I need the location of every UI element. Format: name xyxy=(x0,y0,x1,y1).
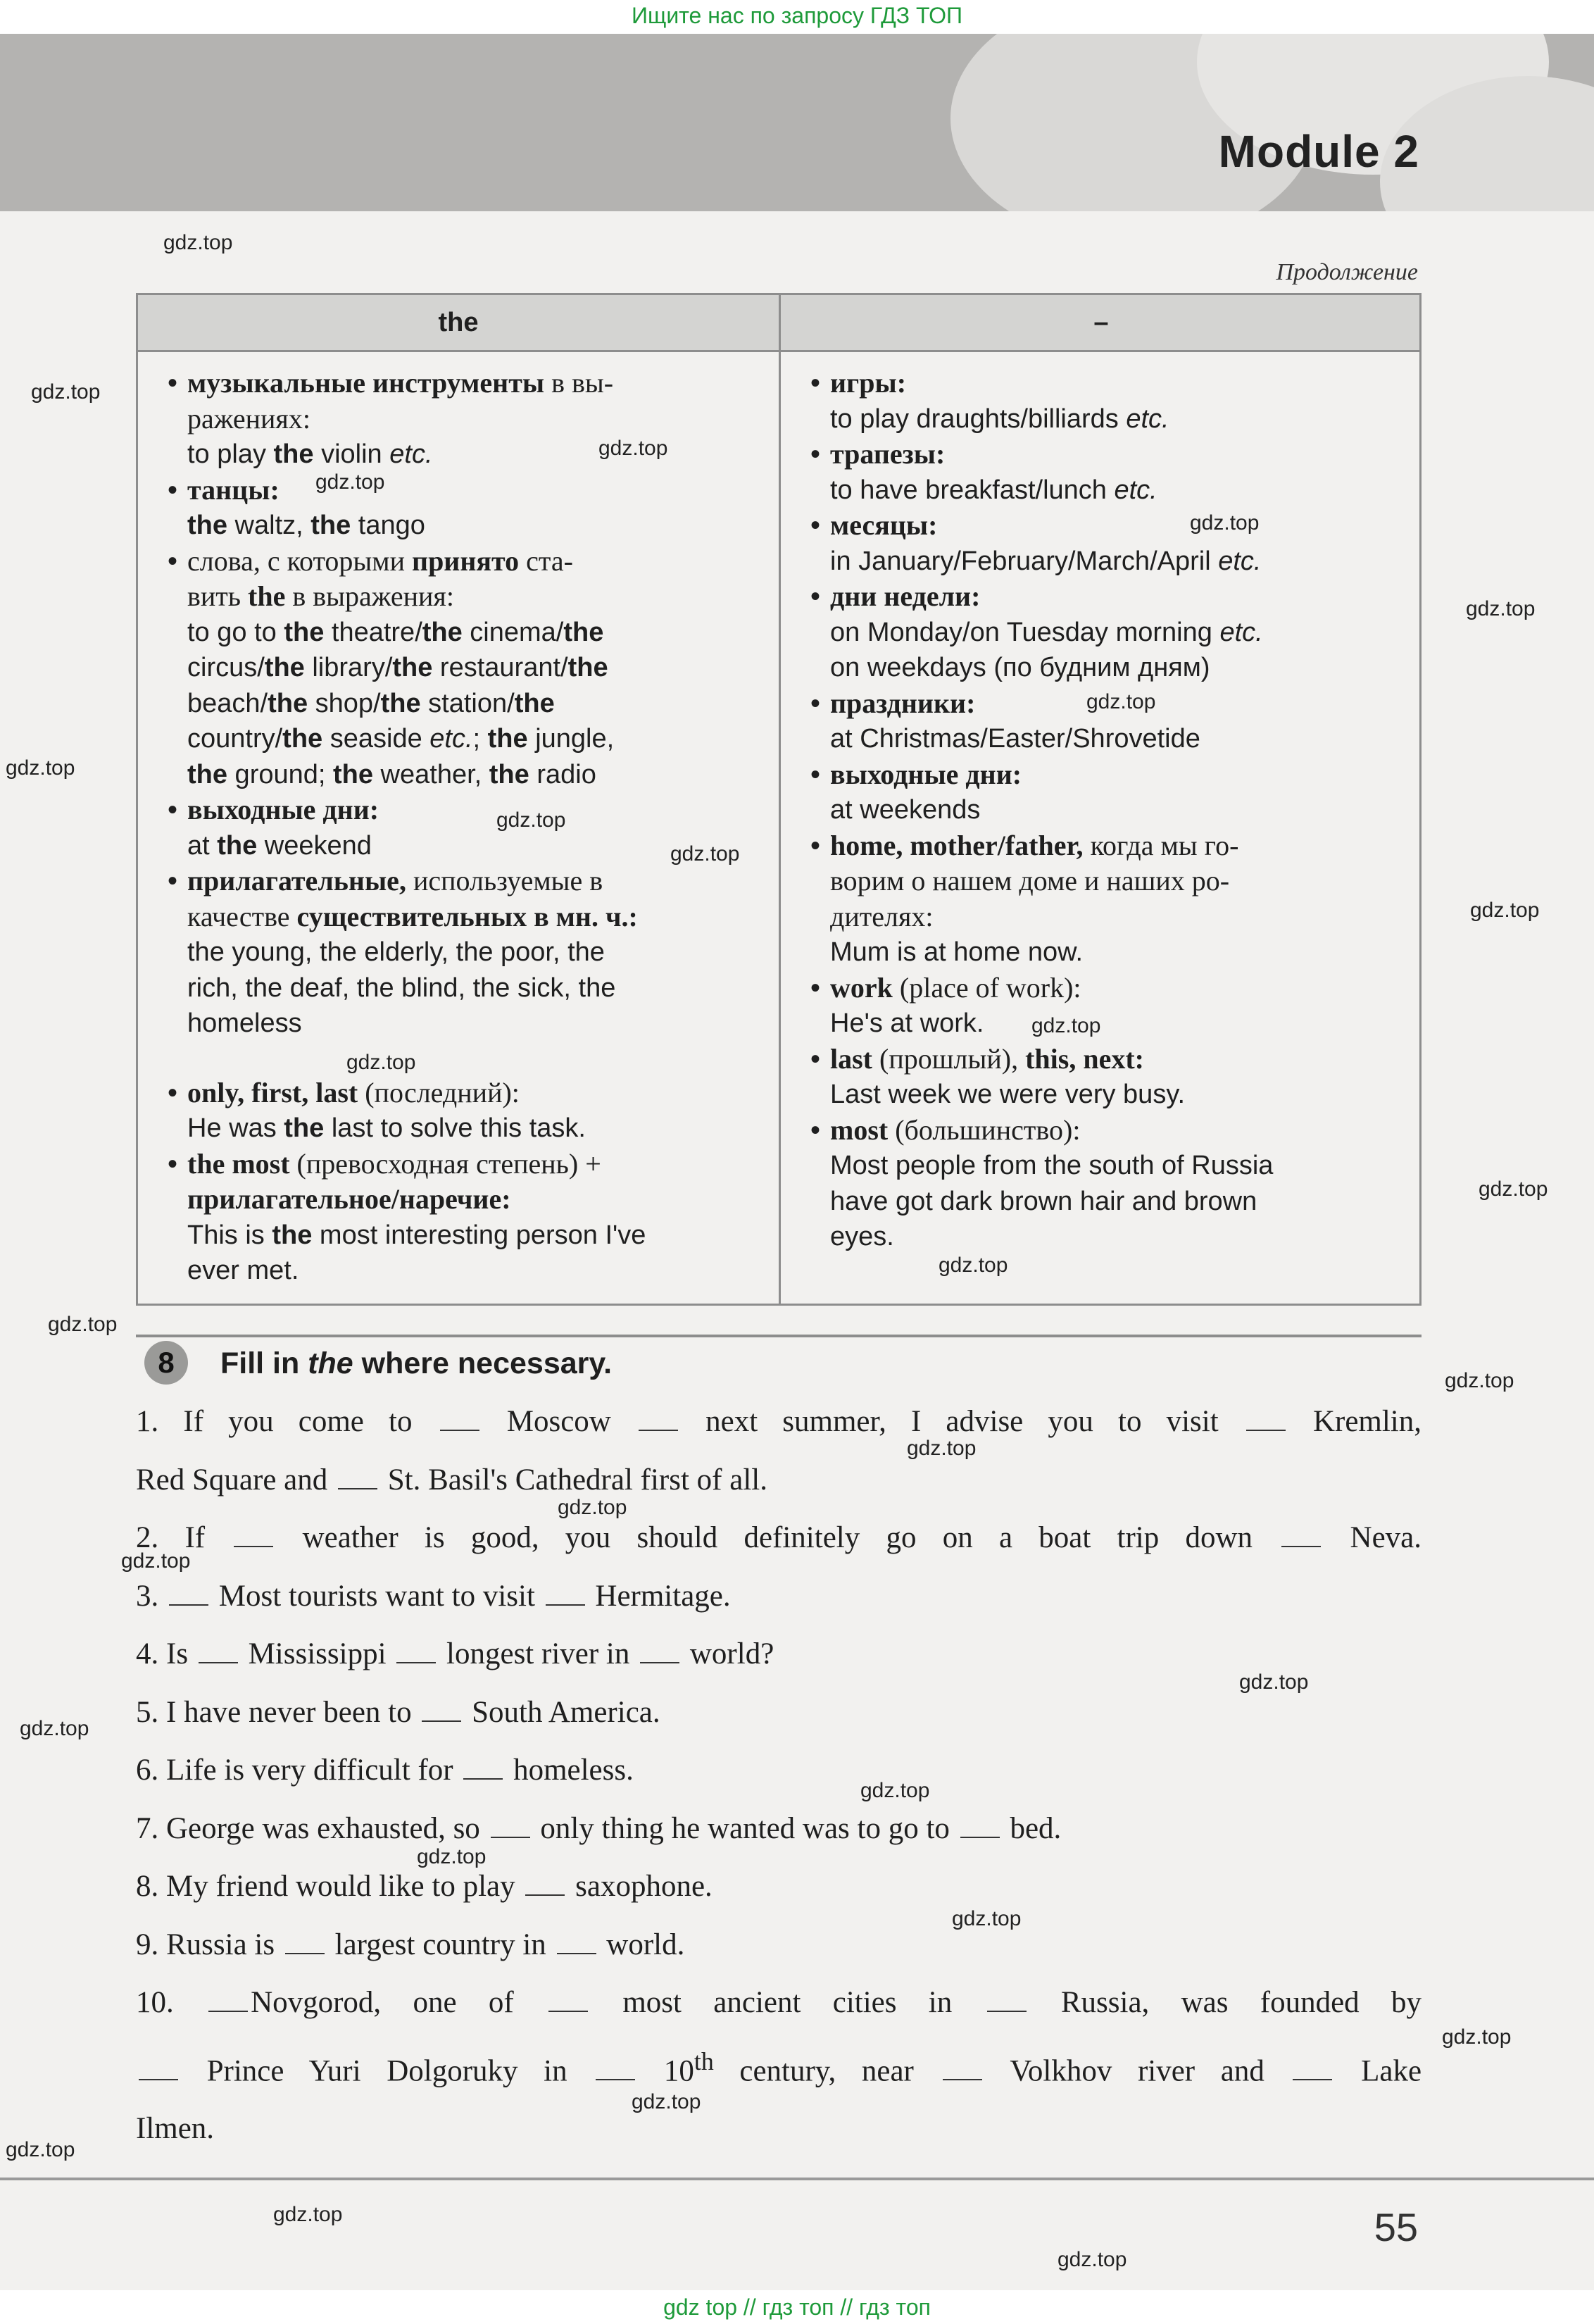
exercise-number-badge: 8 xyxy=(144,1341,188,1385)
header-the: the xyxy=(438,308,479,337)
watermark: gdz.top xyxy=(1239,1670,1309,1694)
rule-weekend: • выходные дни: at the weekend xyxy=(187,792,751,863)
watermark: gdz.top xyxy=(20,1717,89,1740)
watermark: gdz.top xyxy=(907,1437,977,1460)
exercise-item-4: 4. Is Mississippi longest river in world? xyxy=(136,1625,1422,1684)
exercise-header xyxy=(136,1332,1422,1389)
exercise-item-1: 1. If you come to Moscow next summer, I advise you to visit Kremlin, xyxy=(136,1393,1422,1451)
bottom-banner[interactable]: gdz top // гдз топ // гдз топ xyxy=(0,2290,1594,2324)
watermark: gdz.top xyxy=(1479,1177,1548,1201)
exercise-item-10: 10. Novgorod, one of most ancient cities in Russia, was founded by xyxy=(136,1974,1422,2032)
rule-months: • месяцы: in January/February/March/April etc. xyxy=(830,508,1393,579)
page-number: 55 xyxy=(1374,2205,1418,2249)
watermark: gdz.top xyxy=(1031,1014,1101,1037)
watermark: gdz.top xyxy=(121,1549,191,1573)
watermark: gdz.top xyxy=(1470,899,1540,922)
exercise-item-3: 3. Most tourists want to visit Hermitage. xyxy=(136,1568,1422,1626)
watermark: gdz.top xyxy=(31,380,101,404)
footer-divider xyxy=(0,2178,1594,2180)
exercise-item-10-cont: Prince Yuri Dolgoruky in 10th century, near Volkhov river and Lake xyxy=(136,2032,1422,2101)
rule-musical-instruments: • музыкальные инструменты в вы- ражениях: to play the violin etc. xyxy=(187,366,751,473)
watermark: gdz.top xyxy=(496,808,566,832)
rule-games: • игры: to play draughts/billiards etc. xyxy=(830,366,1393,437)
watermark: gdz.top xyxy=(48,1313,118,1336)
rule-holidays: • праздники: at Christmas/Easter/Shrovetide xyxy=(830,686,1393,757)
exercise-item-2: 2. If weather is good, you should definitely go on a boat trip down Neva. xyxy=(136,1509,1422,1568)
module-title: Module 2 xyxy=(1218,126,1419,177)
column-no-article xyxy=(830,366,1393,1255)
watermark: gdz.top xyxy=(1058,2248,1127,2271)
exercise-item-7: 7. George was exhausted, so only thing he wanted was to go to bed. xyxy=(136,1800,1422,1858)
watermark: gdz.top xyxy=(6,2138,75,2161)
rule-work: • work (place of work): He's at work. xyxy=(830,970,1393,1042)
exercise-items xyxy=(136,1393,1422,2159)
exercise-item-5: 5. I have never been to South America. xyxy=(136,1684,1422,1742)
watermark: gdz.top xyxy=(1086,690,1156,713)
watermark: gdz.top xyxy=(1466,597,1536,620)
rule-only-first-last: • only, first, last (последний): He was the last to solve this task. xyxy=(187,1075,751,1147)
rule-meals: • трапезы: to have breakfast/lunch etc. xyxy=(830,437,1393,508)
rule-home-family: • home, mother/father, когда мы го- ворим о нашем доме и наших ро- дителях: Mum is at home now. xyxy=(830,828,1393,970)
rule-most: • most (большинство): Most people from the south of Russia have got dark brown hair and brown eyes. xyxy=(830,1113,1393,1255)
continuation-label: Продолжение xyxy=(1276,259,1418,285)
column-divider xyxy=(779,295,781,1304)
exercise-item-8: 8. My friend would like to play saxophone. xyxy=(136,1858,1422,1916)
watermark: gdz.top xyxy=(1190,511,1260,535)
header-band xyxy=(0,34,1594,211)
watermark: gdz.top xyxy=(346,1051,416,1074)
rule-dances: • танцы: the waltz, the tango xyxy=(187,473,751,544)
rule-adjectives-as-nouns: • прилагательные, используемые в качестве существительных в мн. ч.: the young, the elderly, the poor, the rich, the deaf, the blind, the sick, the homeless xyxy=(187,863,751,1042)
section-divider xyxy=(136,1335,1422,1337)
watermark: gdz.top xyxy=(273,2203,343,2226)
rule-days: • дни недели: on Monday/on Tuesday morning etc. on weekdays (по будним дням) xyxy=(830,579,1393,686)
exercise-item-6: 6. Life is very difficult for homeless. xyxy=(136,1742,1422,1800)
watermark: gdz.top xyxy=(632,2090,701,2113)
top-banner[interactable]: Ищите нас по запросу ГДЗ ТОП xyxy=(0,0,1594,34)
exercise-item-1-cont: Red Square and St. Basil's Cathedral first of all. xyxy=(136,1451,1422,1510)
watermark: gdz.top xyxy=(558,1496,627,1519)
watermark: gdz.top xyxy=(1442,2025,1512,2049)
rule-last-this-next: • last (прошлый), this, next: Last week we were very busy. xyxy=(830,1042,1393,1113)
exercise-title: Fill in the where necessary. xyxy=(220,1347,613,1380)
watermark: gdz.top xyxy=(315,470,385,494)
watermark: gdz.top xyxy=(952,1907,1022,1930)
watermark: gdz.top xyxy=(598,437,668,460)
watermark: gdz.top xyxy=(163,231,233,254)
exercise-item-10-end: Ilmen. xyxy=(136,2112,215,2146)
rule-weekends: • выходные дни: at weekends xyxy=(830,757,1393,828)
header-no-article: – xyxy=(1093,308,1109,337)
watermark: gdz.top xyxy=(860,1779,930,1802)
column-the xyxy=(187,366,751,1289)
watermark: gdz.top xyxy=(1445,1369,1514,1392)
rule-superlative: • the most (превосходная степень) + прилагательное/наречие: This is the most interesting person I've ever met. xyxy=(187,1147,751,1289)
watermark: gdz.top xyxy=(6,756,75,780)
exercise-item-9: 9. Russia is largest country in world. xyxy=(136,1916,1422,1975)
watermark: gdz.top xyxy=(939,1254,1008,1277)
rule-set-expressions: • слова, с которыми принято ста- вить the в выражения: to go to the theatre/the cinema/the circus/the library/the restaurant/the beach/the shop/the station/the country/the seaside etc.; the jungle, the ground; the weather, the radio xyxy=(187,544,751,793)
watermark: gdz.top xyxy=(670,842,740,866)
watermark: gdz.top xyxy=(417,1845,487,1868)
grammar-table xyxy=(136,293,1422,1306)
